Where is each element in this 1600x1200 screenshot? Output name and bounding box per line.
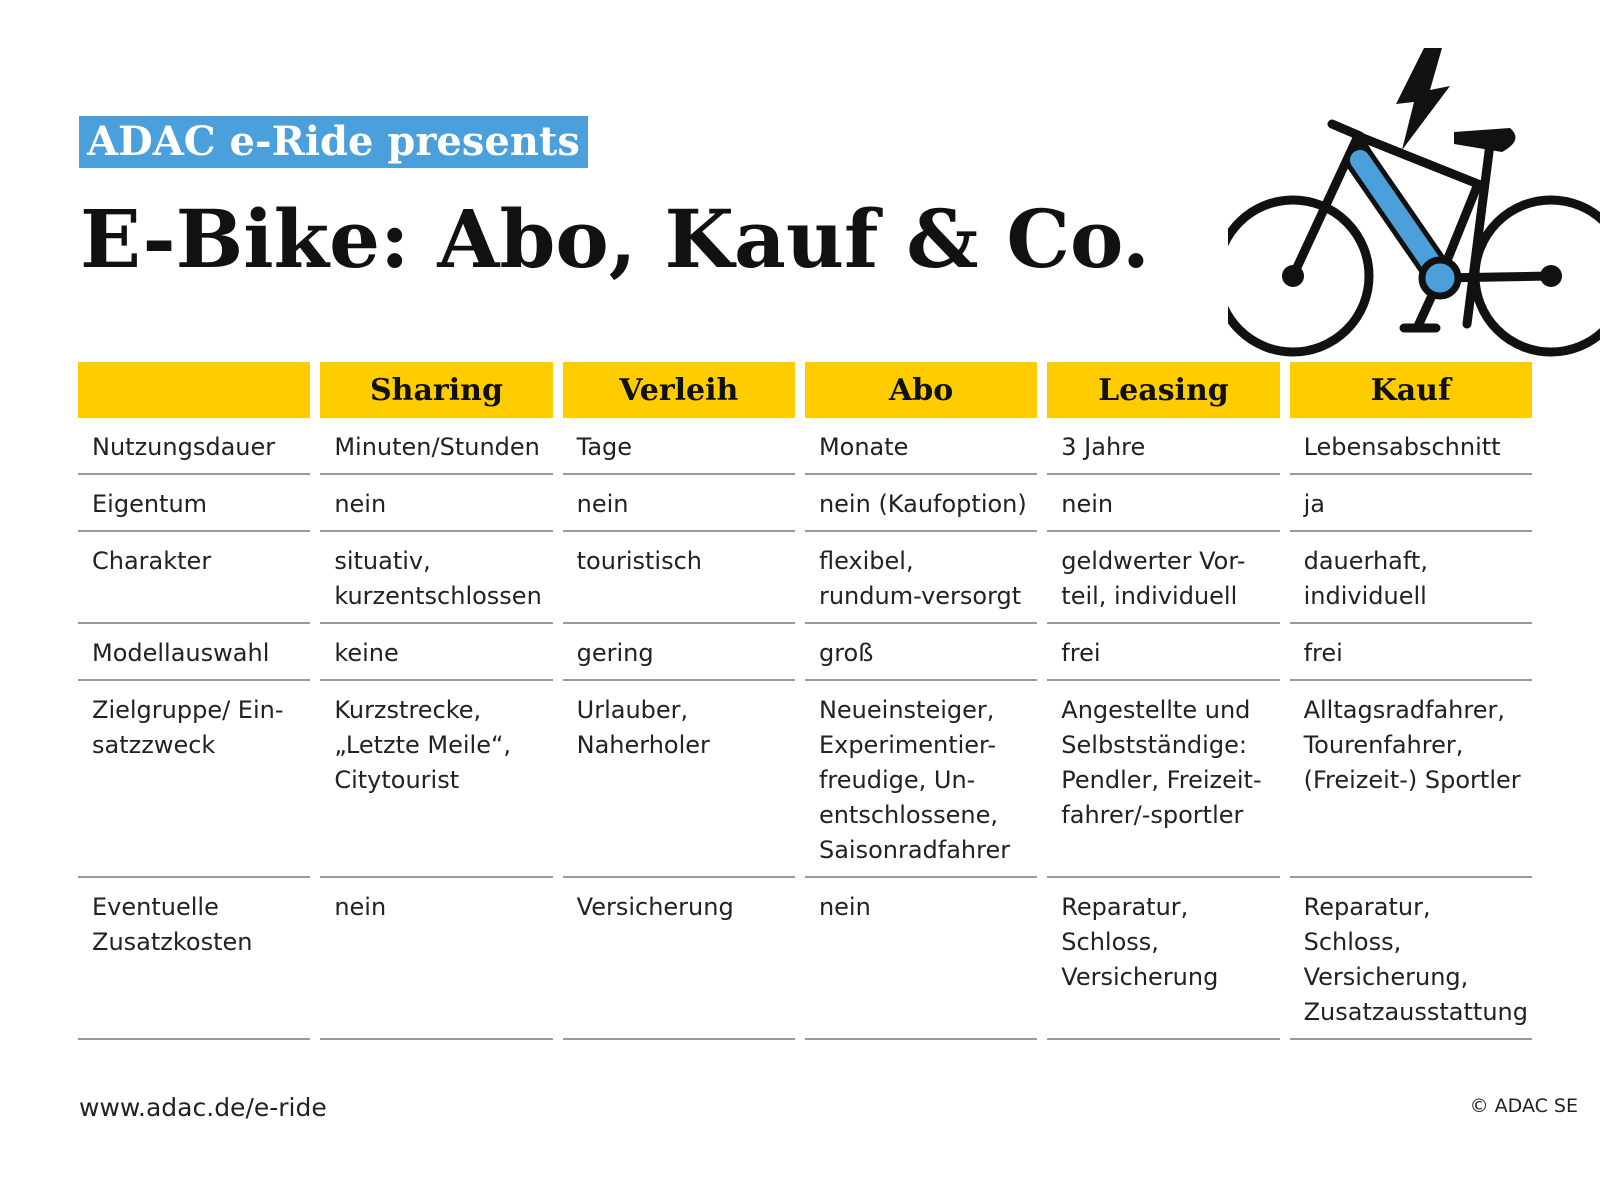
table-cell: Kurzstrecke, „Letzte Meile“, Citytourist bbox=[320, 681, 552, 878]
website-url: www.adac.de/e-ride bbox=[79, 1093, 327, 1122]
table-row-label: Charakter bbox=[78, 532, 310, 624]
table-row-label: Eventuelle Zusatzkosten bbox=[78, 878, 310, 1040]
table-cell: Reparatur, Schloss, Versicherung, Zusatzausstattung bbox=[1290, 878, 1532, 1040]
table-header-cell: Leasing bbox=[1047, 362, 1279, 418]
table-row-label: Eigentum bbox=[78, 475, 310, 532]
table-cell: nein (Kaufoption) bbox=[805, 475, 1037, 532]
table-cell: Angestellte und Selbstständige: Pendler, Freizeit- fahrer/-sportler bbox=[1047, 681, 1279, 878]
table-cell: Versicherung bbox=[563, 878, 795, 1040]
lightning-bolt-icon bbox=[1396, 48, 1450, 150]
table-cell: Alltagsradfahrer, Tourenfahrer, (Freizeit-) Sportler bbox=[1290, 681, 1532, 878]
table-cell: geldwerter Vor- teil, individuell bbox=[1047, 532, 1279, 624]
table-cell: Neueinsteiger, Experimentier- freudige, Un- entschlossene, Saisonradfahrer bbox=[805, 681, 1037, 878]
table-cell: nein bbox=[320, 475, 552, 532]
table-cell: nein bbox=[1047, 475, 1279, 532]
table-row-label: Modellauswahl bbox=[78, 624, 310, 681]
table-cell: nein bbox=[805, 878, 1037, 1040]
table-cell: nein bbox=[563, 475, 795, 532]
table-cell: Urlauber, Naherholer bbox=[563, 681, 795, 878]
comparison-table bbox=[78, 362, 1532, 1040]
table-cell: frei bbox=[1290, 624, 1532, 681]
table-cell: dauerhaft, individuell bbox=[1290, 532, 1532, 624]
table-cell: Lebensabschnitt bbox=[1290, 418, 1532, 475]
table-cell: touristisch bbox=[563, 532, 795, 624]
page-title: E-Bike: Abo, Kauf & Co. bbox=[80, 192, 1150, 286]
table-cell: Tage bbox=[563, 418, 795, 475]
table-cell: nein bbox=[320, 878, 552, 1040]
table-header-cell bbox=[78, 362, 310, 418]
e-bike-icon bbox=[1228, 44, 1600, 374]
table-header-cell: Kauf bbox=[1290, 362, 1532, 418]
table-header-cell: Abo bbox=[805, 362, 1037, 418]
table-cell: Minuten/Stunden bbox=[320, 418, 552, 475]
table-cell: frei bbox=[1047, 624, 1279, 681]
table-row-label: Zielgruppe/ Ein- satzzweck bbox=[78, 681, 310, 878]
table-header-cell: Verleih bbox=[563, 362, 795, 418]
table-cell: gering bbox=[563, 624, 795, 681]
table-cell: flexibel, rundum-versorgt bbox=[805, 532, 1037, 624]
table-cell: groß bbox=[805, 624, 1037, 681]
table-cell: keine bbox=[320, 624, 552, 681]
table-cell: Reparatur, Schloss, Versicherung bbox=[1047, 878, 1279, 1040]
table-row-label: Nutzungsdauer bbox=[78, 418, 310, 475]
table-cell: situativ, kurzentschlossen bbox=[320, 532, 552, 624]
table-cell: Monate bbox=[805, 418, 1037, 475]
table-cell: 3 Jahre bbox=[1047, 418, 1279, 475]
table-header-cell: Sharing bbox=[320, 362, 552, 418]
presenter-tag: ADAC e-Ride presents bbox=[79, 116, 588, 168]
table-cell: ja bbox=[1290, 475, 1532, 532]
copyright: © ADAC SE bbox=[1469, 1095, 1578, 1117]
